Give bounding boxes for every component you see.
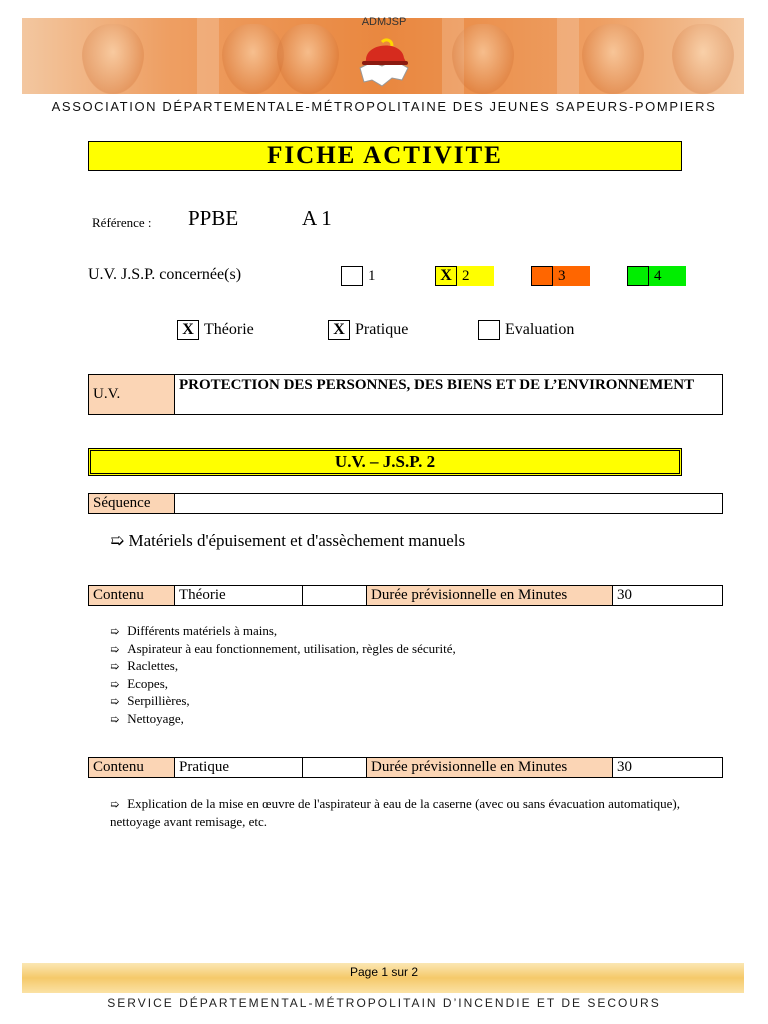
banner-photo: [222, 24, 284, 94]
hand-pointer-icon: ➯: [110, 642, 120, 656]
list-item-text: Différents matériels à mains,: [127, 623, 278, 638]
contenu-type: Pratique: [175, 758, 303, 777]
association-name: ASSOCIATION DÉPARTEMENTALE-MÉTROPOLITAINE DES JEUNES SAPEURS-POMPIERS: [51, 99, 717, 114]
reference-label: Référence :: [92, 215, 152, 230]
hand-pointer-icon: ➯: [110, 798, 120, 811]
reference-code: PPBE: [188, 206, 239, 230]
service-name: SERVICE DÉPARTEMENTAL-MÉTROPOLITAIN D’INCENDIE ET DE SECOURS: [107, 996, 661, 1010]
banner-photo: [452, 24, 514, 94]
page-number: Page 1 sur 2: [349, 965, 419, 979]
reference-number: A 1: [302, 206, 332, 230]
hand-pointer-icon: ➯: [110, 677, 120, 691]
firefighter-helmet-logo: [352, 28, 416, 92]
hand-pointer-icon: ➯: [110, 695, 120, 709]
list-item: [110, 641, 456, 659]
banner-photo: [277, 24, 339, 94]
uv3-checkbox[interactable]: [531, 266, 553, 286]
uv4-checkbox[interactable]: [627, 266, 649, 286]
list-item-text: Raclettes,: [127, 658, 179, 674]
uv4-label: 4: [654, 268, 662, 284]
pratique-checkbox[interactable]: X: [328, 320, 350, 340]
uv3-label: 3: [558, 268, 566, 284]
contenu-label: Contenu: [89, 586, 175, 605]
org-short-name: ADMJSP: [361, 16, 407, 28]
list-item-text: Nettoyage,: [127, 710, 184, 726]
jsp-heading: U.V. – J.S.P. 2: [88, 448, 682, 476]
list-item-text: Serpillières,: [127, 693, 190, 709]
duration-label: Durée prévisionnelle en Minutes: [367, 586, 613, 605]
theorie-label: Théorie: [204, 321, 254, 338]
uv2-label: 2: [462, 268, 470, 284]
banner-photo: [672, 24, 734, 94]
sequence-label: Séquence: [89, 494, 175, 513]
page-title: FICHE ACTIVITE: [88, 141, 682, 171]
list-item: [110, 711, 456, 729]
contenu-label: Contenu: [89, 758, 175, 777]
sequence-row: [88, 493, 723, 514]
pratique-explanation: [110, 795, 680, 830]
explanation-text: Explication de la mise en œuvre de l'aspirateur à eau de la caserne (avec ou sans évacuation automatique), nettoyage avant remisage, etc.: [110, 796, 680, 829]
sequence-item-text: Matériels d'épuisement et d'assèchement manuels: [128, 531, 466, 550]
list-item-text: Aspirateur à eau fonctionnement, utilisation, règles de sécurité,: [127, 640, 456, 656]
uv1-label: 1: [368, 268, 376, 284]
duration-value: 30: [617, 759, 632, 775]
evaluation-label: Evaluation: [505, 321, 575, 338]
list-item: [110, 693, 456, 711]
uv1-checkbox[interactable]: [341, 266, 363, 286]
contenu-blank: [303, 586, 367, 605]
sequence-item: [110, 531, 465, 551]
sequence-value: [175, 494, 722, 513]
hand-pointer-icon: ➯: [110, 660, 120, 674]
list-item-text: Ecopes,: [127, 675, 169, 691]
list-item: [110, 676, 456, 694]
contenu-blank: [303, 758, 367, 777]
contenu-theorie-row: [88, 585, 723, 606]
list-item: [110, 658, 456, 676]
pratique-label: Pratique: [355, 321, 409, 338]
duration-value: 30: [617, 587, 632, 603]
uv-row-value: PROTECTION DES PERSONNES, DES BIENS ET DE L’ENVIRONNEMENT: [179, 377, 695, 393]
banner-stripe: [557, 18, 579, 94]
list-item: [110, 623, 456, 641]
uv2-checkbox[interactable]: X: [435, 266, 457, 286]
contenu-type: Théorie: [175, 586, 303, 605]
banner-stripe: [197, 18, 219, 94]
banner-photo: [582, 24, 644, 94]
uv-concerned-label: U.V. J.S.P. concernée(s): [88, 266, 242, 283]
theorie-items-list: [110, 623, 456, 729]
uv-row: [88, 374, 723, 415]
hand-pointer-icon: ➯: [110, 712, 120, 726]
hand-pointer-icon: ➯: [110, 625, 120, 638]
uv-row-label: U.V.: [89, 375, 175, 414]
hand-pointer-icon: ➯: [110, 531, 125, 551]
duration-label: Durée prévisionnelle en Minutes: [367, 758, 613, 777]
theorie-checkbox[interactable]: X: [177, 320, 199, 340]
evaluation-checkbox[interactable]: [478, 320, 500, 340]
banner-photo: [82, 24, 144, 94]
contenu-pratique-row: [88, 757, 723, 778]
